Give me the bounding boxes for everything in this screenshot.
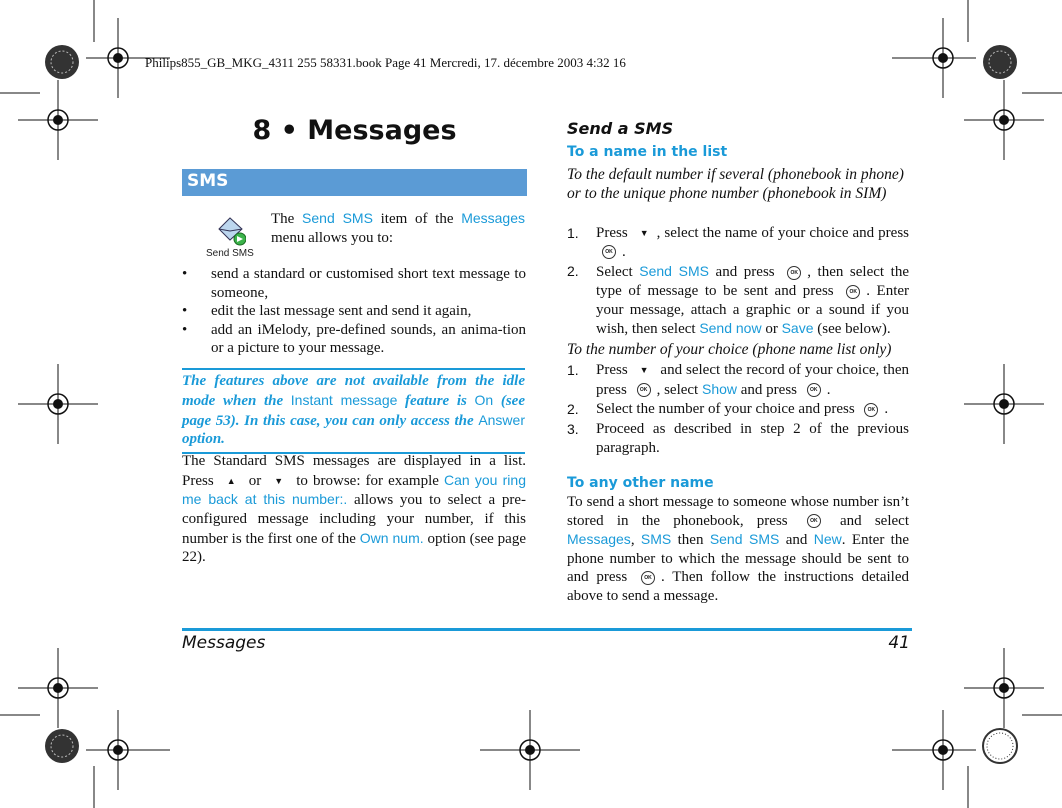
page-number: 41 xyxy=(888,633,910,653)
standard-sms-paragraph: The Standard SMS messages are displayed in a list. Press ▲ or ▼ to browse: for example Can you ring me back at this number:. allows you to select a pre-configured message including your number, if this number is the first one of the Own num. option (see page 22). xyxy=(182,453,526,566)
intro-paragraph: The Send SMS item of the Messages menu allows you to: xyxy=(271,210,525,246)
footer-section: Messages xyxy=(182,633,266,653)
print-header: Philips855_GB_MKG_4311 255 58331.book Page 41 Mercredi, 17. décembre 2003 4:32 16 xyxy=(145,55,626,70)
ok-key-icon: OK xyxy=(846,285,860,299)
step-1: 1. Press ▼ and select the record of your choice, then press OK , select Show and press OK . xyxy=(567,362,910,398)
down-key-icon: ▼ xyxy=(639,228,649,239)
sms-section-bar xyxy=(182,169,527,196)
send-sms-heading: Send a SMS xyxy=(567,119,674,138)
feature-list xyxy=(182,265,526,358)
choice-number-subheading: To the number of your choice (phone name list only) xyxy=(567,341,892,358)
note-box: The features above are not available from the idle mode when the Instant message feature is On (see page 53). In this case, you can only access the Answer option. xyxy=(182,368,525,454)
ok-key-icon: OK xyxy=(807,383,821,397)
step-2: 2. Select the number of your choice and press OK . xyxy=(567,401,889,418)
ok-key-icon: OK xyxy=(807,514,821,528)
other-name-paragraph: To send a short message to someone whose number isn’t stored in the phonebook, press OK and select Messages, SMS then Send SMS and New. Enter the phone number to which the message should be sent to and press OK . Then follow the instructions detailed above to send a message. xyxy=(567,494,909,604)
to-name-heading: To a name in the list xyxy=(567,144,728,160)
list-item: • send a standard or customised short text message to someone, xyxy=(182,266,526,301)
messages-term: Messages xyxy=(461,210,525,226)
down-key-icon: ▼ xyxy=(639,365,649,376)
ok-key-icon: OK xyxy=(864,403,878,417)
sms-section-title: SMS xyxy=(187,171,229,191)
ok-key-icon: OK xyxy=(787,266,801,280)
page-title: 8 • Messages xyxy=(252,115,457,146)
envelope-icon xyxy=(216,215,246,247)
list-item: • edit the last message sent and send it again, xyxy=(182,303,472,320)
list-item: • add an iMelody, pre-defined sounds, an anima-tion or a picture to your message. xyxy=(182,321,526,357)
steps-name-list xyxy=(567,224,909,339)
step-1: 1. Press ▼ , select the name of your choice and press OK . xyxy=(567,225,909,260)
up-key-icon: ▲ xyxy=(226,475,236,486)
step-3: 3. Proceed as described in step 2 of the previous paragraph. xyxy=(567,421,909,456)
other-name-heading: To any other name xyxy=(567,475,714,491)
ok-key-icon: OK xyxy=(637,383,651,397)
ok-key-icon: OK xyxy=(602,245,616,259)
down-key-icon: ▼ xyxy=(274,475,284,486)
footer-rule xyxy=(182,628,912,631)
ok-key-icon: OK xyxy=(641,571,655,585)
step-2: 2. Select Send SMS and press OK , then select the type of message to be sent and press OK . Enter your message, attach a graphic or a sound if you wish, then select Send now or Save (see below). xyxy=(567,263,910,338)
steps-choice xyxy=(567,361,909,457)
send-sms-icon xyxy=(206,215,254,263)
default-number-subheading: To the default number if several (phonebook in phone) or to the unique phone number (phonebook in SIM) xyxy=(567,166,904,202)
send-sms-icon-label: Send SMS xyxy=(206,248,254,259)
send-sms-term: Send SMS xyxy=(302,210,373,226)
